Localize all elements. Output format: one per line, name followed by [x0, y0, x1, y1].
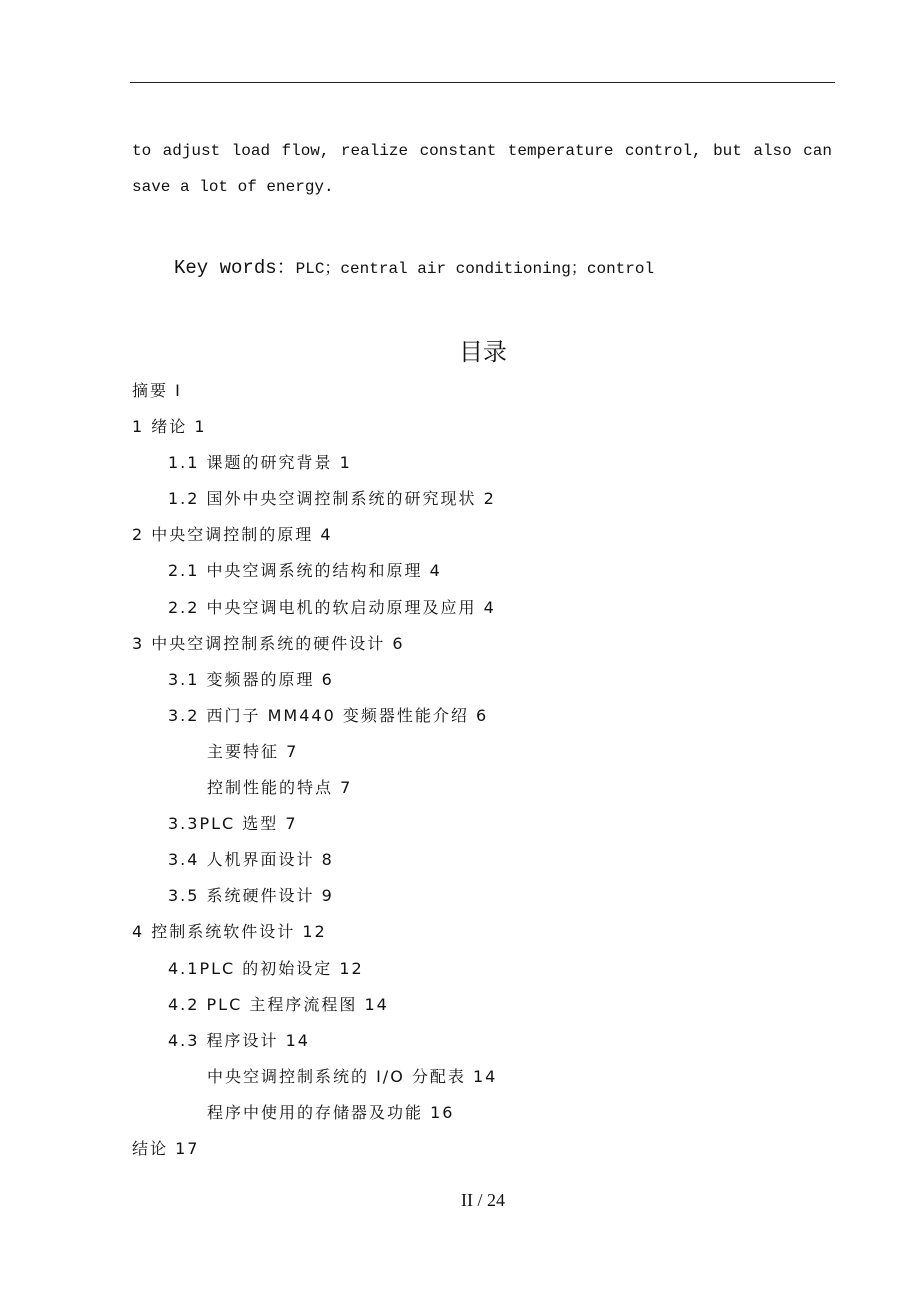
page-number: II / 24: [461, 1190, 505, 1210]
toc-title: 目录: [459, 338, 507, 366]
abstract-word: flow,: [281, 142, 330, 160]
toc-entry: 结论 17: [132, 1138, 200, 1158]
abstract-word: but: [713, 142, 742, 160]
toc-entry: 4 控制系统软件设计 12: [132, 922, 327, 942]
toc-entry: 3.5 系统硬件设计 9: [168, 886, 334, 906]
toc-entry: 4.2 PLC 主程序流程图 14: [168, 994, 389, 1014]
toc-entry: 3.2 西门子 MM440 变频器性能介绍 6: [168, 705, 489, 725]
toc-entry: 2.1 中央空调系统的结构和原理 4: [168, 561, 442, 581]
abstract-word: temperature: [507, 142, 614, 160]
abstract-word: load: [231, 142, 271, 160]
abstract-word: can: [803, 142, 832, 160]
toc-entry: 主要特征 7: [207, 741, 299, 761]
toc-entry: 1.2 国外中央空调控制系统的研究现状 2: [168, 489, 496, 509]
abstract-word: constant: [419, 142, 497, 160]
abstract-word: adjust: [162, 142, 221, 160]
toc-entry: 4.3 程序设计 14: [168, 1030, 310, 1050]
toc-entry: 1 绪论 1: [132, 417, 207, 437]
abstract-line-1: [132, 135, 832, 171]
keywords-label: Key words：: [174, 257, 296, 279]
toc-entry: 3 中央空调控制系统的硬件设计 6: [132, 633, 405, 653]
toc-entry: 1.1 课题的研究背景 1: [168, 453, 352, 473]
abstract-line-2: save a lot of energy.: [132, 178, 334, 196]
abstract-word: control,: [624, 142, 702, 160]
header-rule: [130, 82, 835, 83]
toc-entry: 中央空调控制系统的 I/O 分配表 14: [207, 1066, 498, 1086]
toc-entry: 2.2 中央空调电机的软启动原理及应用 4: [168, 597, 496, 617]
abstract-word: realize: [340, 142, 409, 160]
keywords: [174, 252, 654, 279]
toc-entry: 控制性能的特点 7: [207, 778, 353, 798]
toc-entry: 摘要 I: [132, 381, 182, 400]
toc-entry: 3.4 人机界面设计 8: [168, 850, 334, 870]
toc-entry: 3.3PLC 选型 7: [168, 814, 298, 834]
abstract-word: also: [753, 142, 792, 160]
abstract-text: [132, 135, 832, 207]
keywords-value: PLC；central air conditioning；control: [295, 260, 655, 278]
abstract-word: to: [132, 142, 152, 160]
toc-entry: 3.1 变频器的原理 6: [168, 669, 334, 689]
toc-entry: 程序中使用的存储器及功能 16: [207, 1102, 455, 1122]
toc-entry: 4.1PLC 的初始设定 12: [168, 958, 364, 978]
table-of-contents: [132, 374, 832, 1168]
toc-entry: 2 中央空调控制的原理 4: [132, 525, 333, 545]
